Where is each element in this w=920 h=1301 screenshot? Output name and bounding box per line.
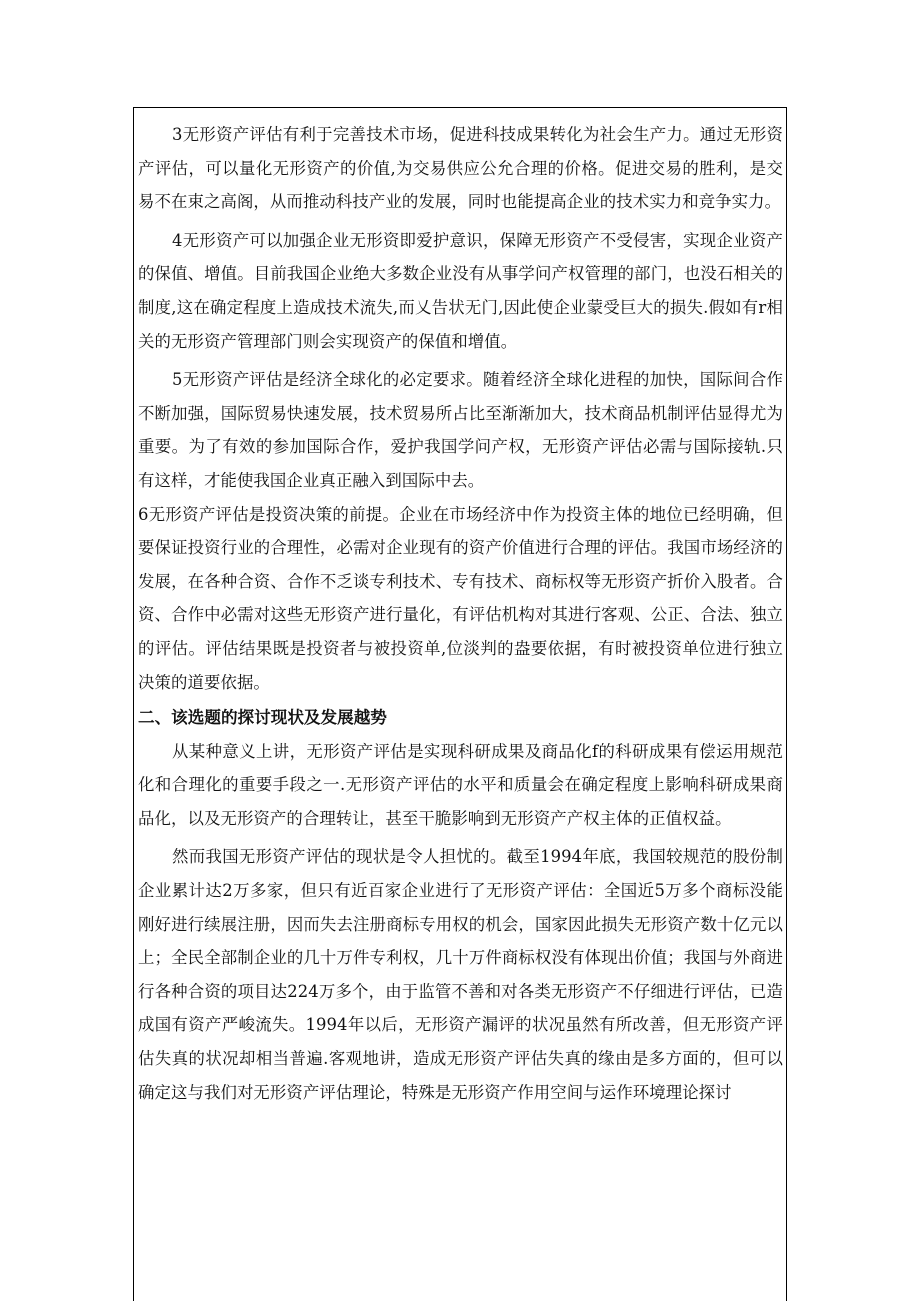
paragraph-research-2: 然而我国无形资产评估的现状是令人担忧的。截至1994年底，我国较规范的股份制企业累计达2万多家，但只有近百家企业进行了无形资产评估：全国近5万多个商标没能刚好进行续展注册，因而失去注册商标专用权的机会，国家因此损失无形资产数十亿元以上；全民全部制企业的几十万件专利权，几十万件商标权没有体现出价值；我国与外商进行各种合资的项目达224万多个，由于监管不善和对各类无形资产不仔细进行评估，已造成国有资产严峻流失。1994年以后，无形资产漏评的状况虽然有所改善，但无形资产评估失真的状况却相当普遍.客观地讲，造成无形资产评估失真的缘由是多方面的，但可以确定这与我们对无形资产评估理论，特殊是无形资产作用空间与运作环境理论探讨 <box>138 847 783 1102</box>
document-body <box>138 118 783 1109</box>
paragraph-point-4: 4无形资产可以加强企业无形资即爱护意识，保障无形资产不受侵害，实现企业资产的保值、增值。目前我国企业绝大多数企业没有从事学问产权管理的部门，也没石相关的制度,这在确定程度上造成技术流失,而乂告状无门,因此使企业蒙受巨大的损失.假如有r相关的无形资产管理部门则会实现资产的保值和增值。 <box>138 230 783 351</box>
section-heading: 二、该选题的探讨现状及发展越势 <box>138 708 387 728</box>
paragraph-point-5: 5无形资产评估是经济全球化的必定要求。随着经济全球化进程的加快，国际间合作不断加强，国际贸易快速发展，技术贸易所占比至渐渐加大，技术商品机制评估显得尤为重要。为了有效的参加国际合作，爱护我国学问产权，无形资产评估必需与国际接轨.只有这样，才能使我国企业真正融入到国际中去。 <box>138 370 783 490</box>
paragraph-point-3: 3无形资产评估有利于完善技术市场，促进科技成果转化为社会生产力。通过无形资产评估，可以量化无形资产的价值,为交易供应公允合理的价格。促进交易的胜利，是交易不在束之高阁，从而推动科技产业的发展，同时也能提高企业的技术实力和竞争实力。 <box>138 125 783 212</box>
paragraph-research-1: 从某种意义上讲，无形资产评估是实现科研成果及商品化f的科研成果有偿运用规范化和合理化的重要手段之一.无形资产评估的水平和质量会在确定程度上影响科研成果商品化，以及无形资产的合理转让，甚至干脆影响到无形资产产权主体的正值权益。 <box>138 741 783 828</box>
paragraph-point-6: 6无形资产评估是投资决策的前提。企业在市场经济中作为投资主体的地位已经明确，但要保证投资行业的合理性，必需对企业现有的资产价值进行合理的评估。我国市场经济的发展，在各种合资、合作不乏谈专利技术、专有技术、商标权等无形资产折价入股者。合资、合作中必需对这些无形资产进行量化，有评估机构对其进行客观、公正、合法、独立的评估。评估结果既是投资者与被投资单,位淡判的盎要依据，有时被投资单位进行独立决策的道要依据。 <box>138 504 783 692</box>
